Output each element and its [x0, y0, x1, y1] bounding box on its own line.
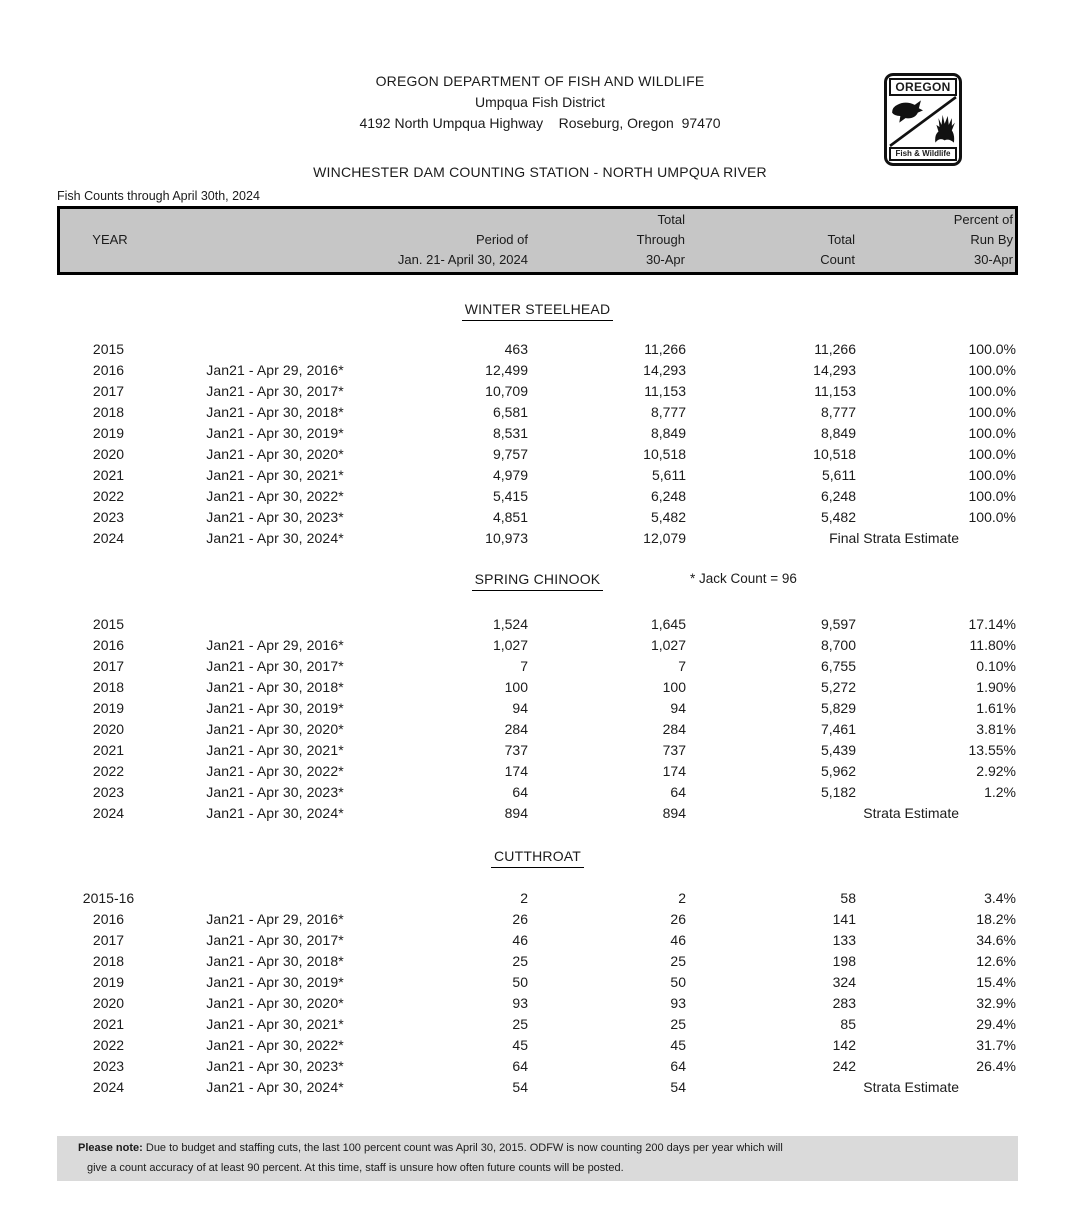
cell-year: 2021 [92, 1016, 125, 1032]
cell-period-count: 463 [504, 341, 528, 357]
cell-total-count: 11,266 [814, 341, 856, 357]
table-row [57, 528, 1018, 549]
cell-period-count: 7 [520, 658, 528, 674]
cell-period-count: 64 [512, 1058, 528, 1074]
cell-period: Jan21 - Apr 29, 2016* [206, 911, 344, 927]
cell-period-count: 45 [512, 1037, 528, 1053]
cell-period: Jan21 - Apr 30, 2020* [206, 446, 344, 462]
cell-period-count: 12,499 [485, 362, 528, 378]
table-row [57, 360, 1018, 381]
table-row [57, 486, 1018, 507]
cell-total-count: 283 [832, 995, 856, 1011]
cell-percent: 100.0% [968, 362, 1016, 378]
cell-percent: 1.90% [976, 679, 1016, 695]
cell-percent: 17.14% [968, 616, 1016, 632]
cell-total-count: 5,482 [820, 509, 856, 525]
cell-through-count: 25 [670, 1016, 686, 1032]
cell-period: Jan21 - Apr 30, 2019* [206, 425, 344, 441]
cell-percent: 3.81% [976, 721, 1016, 737]
section-rows [57, 339, 1018, 549]
address-line: 4192 North Umpqua Highway Roseburg, Oregon 97470 [359, 115, 721, 131]
cell-percent: 100.0% [968, 425, 1016, 441]
cell-period: Jan21 - Apr 30, 2022* [206, 488, 344, 504]
counts-through-label: Fish Counts through April 30th, 2024 [57, 189, 260, 203]
cell-total-count: 11,153 [814, 383, 856, 399]
cell-through-count: 2 [678, 890, 686, 906]
cell-total-count: 58 [840, 890, 856, 906]
cell-year: 2015 [92, 341, 125, 357]
cell-period-count: 6,581 [492, 404, 528, 420]
cell-period-count: 1,524 [492, 616, 528, 632]
cell-period: Jan21 - Apr 30, 2022* [206, 1037, 344, 1053]
cell-percent: 11.80% [969, 637, 1016, 653]
table-row [57, 381, 1018, 402]
col-year-label: YEAR [92, 232, 128, 247]
cell-through-count: 6,248 [650, 488, 686, 504]
cell-total-count: 8,700 [820, 637, 856, 653]
odfw-logo [884, 73, 962, 166]
cell-total-count: 5,182 [820, 784, 856, 800]
section-rows [57, 614, 1018, 824]
cell-total-count: 8,849 [820, 425, 856, 441]
cell-through-count: 54 [670, 1079, 686, 1095]
table-row [57, 1014, 1018, 1035]
cell-period-count: 174 [504, 763, 528, 779]
cell-percent: 13.55% [968, 742, 1016, 758]
table-row [57, 888, 1018, 909]
cell-year: 2022 [92, 488, 125, 504]
col-total-label-1: Total [827, 232, 855, 247]
cell-year: 2023 [92, 509, 125, 525]
table-row [57, 339, 1018, 360]
logo-art [889, 96, 957, 147]
cell-total-count: 5,611 [822, 467, 856, 483]
cell-through-count: 50 [670, 974, 686, 990]
cell-year: 2017 [92, 932, 125, 948]
table-row [57, 972, 1018, 993]
table-row [57, 993, 1018, 1014]
cell-through-count: 5,482 [650, 509, 686, 525]
cell-through-count: 26 [670, 911, 686, 927]
cell-percent: 100.0% [968, 341, 1016, 357]
cell-period-count: 26 [512, 911, 528, 927]
cell-total-count: 5,829 [820, 700, 856, 716]
cell-period: Jan21 - Apr 30, 2019* [206, 700, 344, 716]
cell-period: Jan21 - Apr 30, 2021* [206, 467, 344, 483]
cell-through-count: 894 [662, 805, 686, 821]
cell-percent: 15.4% [976, 974, 1016, 990]
cell-period: Jan21 - Apr 30, 2017* [206, 383, 344, 399]
table-row [57, 656, 1018, 677]
cell-through-count: 64 [670, 1058, 686, 1074]
table-row [57, 1035, 1018, 1056]
cell-year: 2022 [92, 1037, 125, 1053]
cell-through-count: 8,777 [650, 404, 686, 420]
cell-percent: 34.6% [976, 932, 1016, 948]
cell-strata-estimate: Strata Estimate [863, 1079, 959, 1095]
table-row [57, 614, 1018, 635]
cell-year: 2015-16 [82, 890, 135, 906]
col-through-label-3: 30-Apr [645, 252, 685, 267]
cell-period-count: 284 [504, 721, 528, 737]
cell-percent: 100.0% [968, 488, 1016, 504]
district-name: Umpqua Fish District [475, 94, 605, 110]
cell-strata-estimate: Strata Estimate [863, 805, 959, 821]
cell-through-count: 25 [670, 953, 686, 969]
cell-period: Jan21 - Apr 30, 2020* [206, 995, 344, 1011]
cell-period: Jan21 - Apr 30, 2018* [206, 679, 344, 695]
cell-year: 2020 [92, 721, 125, 737]
cell-year: 2021 [92, 742, 125, 758]
table-row [57, 909, 1018, 930]
table-row [57, 930, 1018, 951]
table-row [57, 951, 1018, 972]
org-name: OREGON DEPARTMENT OF FISH AND WILDLIFE [375, 73, 705, 89]
cell-total-count: 5,962 [820, 763, 856, 779]
footnote-label: Please note: [78, 1142, 143, 1154]
cell-year: 2020 [92, 446, 125, 462]
cell-period [160, 339, 390, 360]
cell-year: 2015 [92, 616, 125, 632]
cell-period-count: 64 [512, 784, 528, 800]
footnote [57, 1136, 1018, 1181]
cell-total-count: 10,518 [813, 446, 856, 462]
cell-total-count: 142 [832, 1037, 856, 1053]
cell-period: Jan21 - Apr 30, 2018* [206, 953, 344, 969]
col-period-label-2: Jan. 21- April 30, 2024 [397, 252, 528, 267]
cell-through-count: 12,079 [643, 530, 686, 546]
cell-year: 2016 [92, 637, 125, 653]
cell-through-count: 737 [662, 742, 686, 758]
cell-through-count: 284 [662, 721, 686, 737]
cell-through-count: 1,645 [650, 616, 686, 632]
cell-year: 2018 [92, 953, 125, 969]
cell-percent: 100.0% [968, 446, 1016, 462]
cell-period: Jan21 - Apr 30, 2024* [206, 805, 344, 821]
cell-year: 2022 [92, 763, 125, 779]
table-row [57, 465, 1018, 486]
logo-fishwildlife-text: Fish & Wildlife [889, 147, 957, 161]
table-row [57, 803, 1018, 824]
cell-through-count: 11,266 [644, 341, 686, 357]
table-header [57, 206, 1018, 275]
cell-period-count: 50 [512, 974, 528, 990]
cell-percent: 18.2% [976, 911, 1016, 927]
table-row [57, 740, 1018, 761]
cell-year: 2017 [92, 658, 125, 674]
table-row [57, 677, 1018, 698]
cell-period-count: 94 [512, 700, 528, 716]
section-title: SPRING CHINOOK [472, 569, 604, 591]
table-row [57, 719, 1018, 740]
cell-through-count: 94 [670, 700, 686, 716]
cell-period: Jan21 - Apr 30, 2022* [206, 763, 344, 779]
cell-period: Jan21 - Apr 29, 2016* [206, 362, 344, 378]
col-total-label-2: Count [820, 252, 855, 267]
table-row [57, 1077, 1018, 1098]
cell-through-count: 93 [670, 995, 686, 1011]
cell-period: Jan21 - Apr 30, 2017* [206, 932, 344, 948]
cell-year: 2016 [92, 362, 125, 378]
section-title: CUTTHROAT [491, 846, 584, 868]
cell-year: 2021 [92, 467, 125, 483]
cell-period: Jan21 - Apr 30, 2024* [206, 530, 344, 546]
table-row [57, 698, 1018, 719]
cell-strata-estimate: Final Strata Estimate [829, 530, 959, 546]
cell-percent: 3.4% [984, 890, 1016, 906]
cell-through-count: 14,293 [643, 362, 686, 378]
table-row [57, 423, 1018, 444]
cell-period-count: 4,851 [492, 509, 528, 525]
cell-percent: 0.10% [976, 658, 1016, 674]
cell-through-count: 8,849 [650, 425, 686, 441]
cell-percent: 100.0% [968, 404, 1016, 420]
cell-year: 2020 [92, 995, 125, 1011]
cell-year: 2024 [92, 530, 125, 546]
section-spring-chinook [57, 569, 1018, 824]
cell-period-count: 10,709 [485, 383, 528, 399]
cell-period [160, 888, 390, 909]
cell-year: 2018 [92, 404, 125, 420]
table-row [57, 402, 1018, 423]
cell-through-count: 7 [678, 658, 686, 674]
cell-total-count: 85 [840, 1016, 856, 1032]
table-row [57, 635, 1018, 656]
cell-percent: 1.61% [976, 700, 1016, 716]
cell-total-count: 5,272 [820, 679, 856, 695]
cell-year: 2016 [92, 911, 125, 927]
table-row [57, 507, 1018, 528]
cell-period-count: 25 [512, 953, 528, 969]
cell-total-count: 5,439 [820, 742, 856, 758]
cell-period-count: 54 [512, 1079, 528, 1095]
cell-through-count: 10,518 [643, 446, 686, 462]
cell-percent: 29.4% [976, 1016, 1016, 1032]
cell-total-count: 141 [832, 911, 856, 927]
col-percent-label-1: Percent of [953, 212, 1013, 227]
cell-period-count: 100 [504, 679, 528, 695]
cell-total-count: 133 [832, 932, 856, 948]
cell-total-count: 8,777 [820, 404, 856, 420]
cell-period: Jan21 - Apr 30, 2021* [206, 742, 344, 758]
cell-period-count: 737 [504, 742, 528, 758]
cell-period: Jan21 - Apr 30, 2023* [206, 784, 344, 800]
cell-total-count: 6,248 [820, 488, 856, 504]
cell-period: Jan21 - Apr 30, 2024* [206, 1079, 344, 1095]
cell-year: 2017 [92, 383, 125, 399]
section-title: WINTER STEELHEAD [462, 299, 614, 321]
logo-oregon-text: OREGON [889, 78, 957, 96]
cell-period-count: 2 [520, 890, 528, 906]
fish-count-table [57, 206, 1018, 1098]
col-percent-label-3: 30-Apr [973, 252, 1013, 267]
cell-percent: 100.0% [968, 467, 1016, 483]
cell-percent: 12.6% [976, 953, 1016, 969]
cell-year: 2024 [92, 1079, 125, 1095]
cell-year: 2019 [92, 700, 125, 716]
table-row [57, 761, 1018, 782]
cell-period: Jan21 - Apr 29, 2016* [206, 637, 344, 653]
cell-period-count: 5,415 [492, 488, 528, 504]
cell-period-count: 4,979 [492, 467, 528, 483]
table-header-line-2 [60, 230, 1015, 250]
cell-through-count: 1,027 [650, 637, 686, 653]
cell-percent: 26.4% [976, 1058, 1016, 1074]
col-period-label-1: Period of [475, 232, 528, 247]
fish-icon [892, 100, 923, 122]
cell-period: Jan21 - Apr 30, 2021* [206, 1016, 344, 1032]
cell-through-count: 64 [670, 784, 686, 800]
cell-through-count: 11,153 [644, 383, 686, 399]
table-header-line-3 [60, 250, 1015, 270]
cell-year: 2023 [92, 1058, 125, 1074]
cell-period [160, 614, 390, 635]
table-header-line-1 [60, 210, 1015, 230]
cell-percent: 32.9% [976, 995, 1016, 1011]
cell-through-count: 174 [662, 763, 686, 779]
table-row [57, 1056, 1018, 1077]
table-row [57, 782, 1018, 803]
cell-period-count: 9,757 [492, 446, 528, 462]
cell-period-count: 8,531 [492, 425, 528, 441]
cell-total-count: 324 [832, 974, 856, 990]
footnote-line2: give a count accuracy of at least 90 percent. At this time, staff is unsure how often future counts will be posted. [87, 1162, 624, 1174]
cell-period: Jan21 - Apr 30, 2018* [206, 404, 344, 420]
cell-percent: 2.92% [976, 763, 1016, 779]
cell-through-count: 100 [662, 679, 686, 695]
cell-percent: 100.0% [968, 509, 1016, 525]
cell-year: 2019 [92, 425, 125, 441]
cell-total-count: 7,461 [820, 721, 856, 737]
cell-period: Jan21 - Apr 30, 2023* [206, 509, 344, 525]
cell-through-count: 5,611 [652, 467, 686, 483]
cell-through-count: 46 [670, 932, 686, 948]
cell-percent: 31.7% [976, 1037, 1016, 1053]
cell-percent: 100.0% [968, 383, 1016, 399]
cell-total-count: 9,597 [820, 616, 856, 632]
cell-period: Jan21 - Apr 30, 2019* [206, 974, 344, 990]
cell-year: 2024 [92, 805, 125, 821]
cell-period-count: 46 [512, 932, 528, 948]
cell-period-count: 1,027 [492, 637, 528, 653]
cell-through-count: 45 [670, 1037, 686, 1053]
cell-total-count: 198 [832, 953, 856, 969]
deer-icon [935, 115, 955, 143]
cell-period-count: 894 [504, 805, 528, 821]
cell-year: 2023 [92, 784, 125, 800]
section-rows [57, 888, 1018, 1098]
col-through-label-2: Through [636, 232, 685, 247]
cell-period: Jan21 - Apr 30, 2020* [206, 721, 344, 737]
cell-period-count: 93 [512, 995, 528, 1011]
cell-year: 2018 [92, 679, 125, 695]
table-row [57, 444, 1018, 465]
col-through-label-1: Total [657, 212, 685, 227]
cell-total-count: 6,755 [820, 658, 856, 674]
cell-total-count: 242 [832, 1058, 856, 1074]
cell-period: Jan21 - Apr 30, 2017* [206, 658, 344, 674]
station-title: WINCHESTER DAM COUNTING STATION - NORTH UMPQUA RIVER [313, 164, 767, 180]
cell-period: Jan21 - Apr 30, 2023* [206, 1058, 344, 1074]
footnote-line1: Due to budget and staffing cuts, the last 100 percent count was April 30, 2015. ODFW is now counting 200 days per year which will [142, 1142, 783, 1154]
section-annotation: * Jack Count = 96 [690, 571, 797, 586]
col-percent-label-2: Run By [970, 232, 1013, 247]
section-cutthroat [57, 846, 1018, 1098]
cell-period-count: 25 [512, 1016, 528, 1032]
cell-percent: 1.2% [984, 784, 1016, 800]
cell-total-count: 14,293 [813, 362, 856, 378]
cell-period-count: 10,973 [485, 530, 528, 546]
section-winter-steelhead [57, 299, 1018, 549]
cell-year: 2019 [92, 974, 125, 990]
